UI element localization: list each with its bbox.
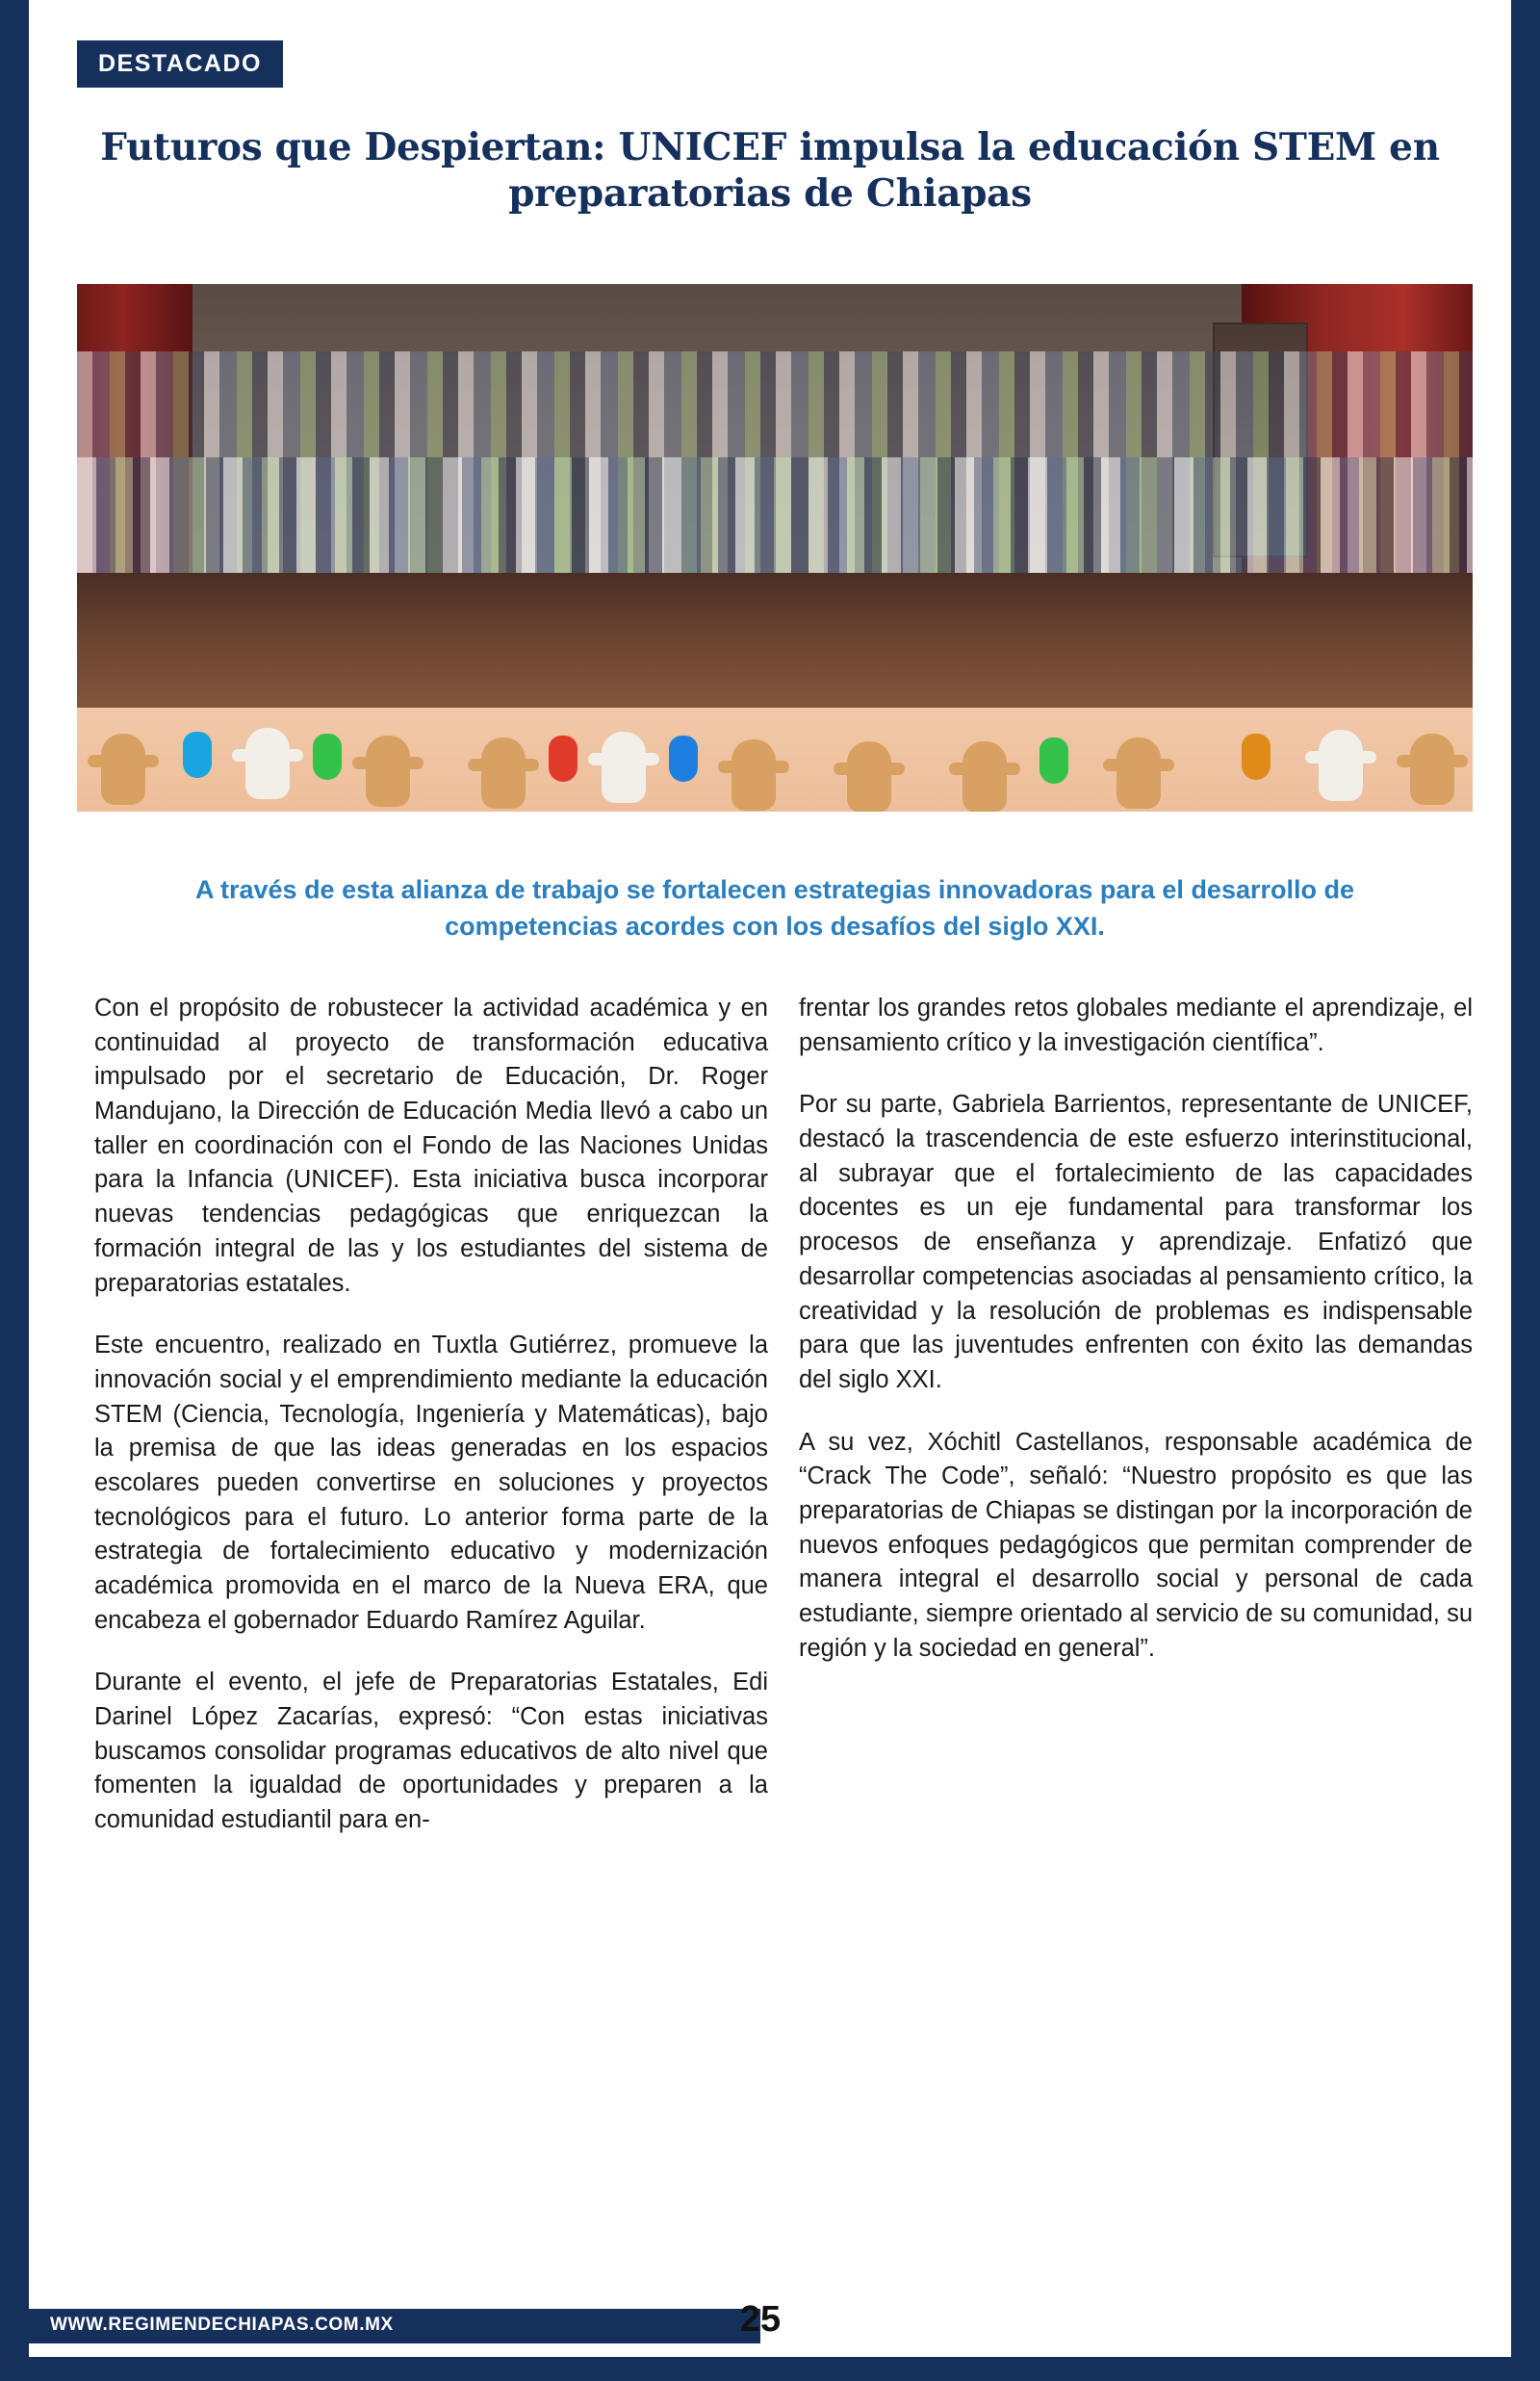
paragraph: frentar los grandes retos globales mediante el aprendizaje, el pensamiento crítico y la investigación científica”.	[799, 995, 1473, 1056]
photo-floor	[77, 573, 1473, 727]
article-photo	[77, 284, 1473, 812]
gingerbread-icon	[481, 738, 526, 809]
right-edge-bar	[1511, 0, 1540, 2381]
photo-image	[77, 284, 1473, 812]
photo-caption: A través de esta alianza de trabajo se fortalecen estrategias innovadoras para el desarrollo de competencias acordes con los desafíos del siglo XXI.	[195, 875, 1354, 942]
light-bulb-icon	[183, 732, 212, 778]
paragraph: Durante el evento, el jefe de Preparatorias Estatales, Edi Darinel López Zacarías, expresó: “Con estas iniciativas buscamos consolidar programas educativos de alto nivel que fomenten la igualdad de oportunidades y preparen a la comunidad estudiantil para en-	[94, 1669, 768, 1834]
footer-website[interactable]: WWW.REGIMENDECHIAPAS.COM.MX	[50, 2315, 394, 2335]
light-bulb-icon	[669, 736, 698, 782]
paragraph: Este encuentro, realizado en Tuxtla Gutiérrez, promueve la innovación social y el emprendimiento mediante la educación STEM (Ciencia, Tecnología, Ingeniería y Matemáticas), bajo la premisa de que las ideas generadas en los espacios escolares pueden convertirse en soluciones y proyectos tecnológicos para el futuro. Lo anterior forma parte de la estrategia de fortalecimiento educativo y modernización académica promovida en el marco de la Nueva ERA, que encabeza el gobernador Eduardo Ramírez Aguilar.	[94, 1332, 768, 1634]
light-bulb-icon	[1040, 738, 1068, 784]
section-tag: DESTACADO	[77, 40, 283, 88]
gingerbread-icon	[962, 741, 1007, 812]
photo-decorations	[77, 722, 1473, 812]
gingerbread-icon	[245, 728, 290, 799]
body-column-left	[94, 992, 768, 1838]
paragraph: Con el propósito de robustecer la actividad académica y en continuidad al proyecto de transformación educativa impulsado por el secretario de Educación, Dr. Roger Mandujano, la Dirección de Educación Media llevó a cabo un taller en coordinación con el Fondo de las Naciones Unidas para la Infancia (UNICEF). Esta iniciativa busca incorporar nuevas tendencias pedagógicas que enriquezcan la formación integral de las y los estudiantes del sistema de preparatorias estatales.	[94, 995, 768, 1297]
page-number: 25	[739, 2299, 782, 2340]
gingerbread-icon	[1410, 734, 1454, 805]
gingerbread-icon	[1319, 730, 1363, 801]
light-bulb-icon	[313, 734, 342, 780]
light-bulb-icon	[549, 736, 578, 782]
paragraph: Por su parte, Gabriela Barrientos, representante de UNICEF, destacó la trascendencia de este esfuerzo interinstitucional, al subrayar que el fortalecimiento de las capacidades docentes es un eje fundamental para transformar los procesos de enseñanza y aprendizaje. Enfatizó que desarrollar competencias asociadas al pensamiento crítico, la creatividad y la resolución de problemas es indispensable para que las juventudes enfrenten con éxito las demandas del siglo XXI.	[799, 1091, 1473, 1393]
body-column-right	[799, 992, 1473, 1666]
bottom-strip	[0, 2357, 1540, 2381]
gingerbread-icon	[366, 736, 410, 807]
light-bulb-icon	[1242, 734, 1270, 780]
left-edge-bar	[0, 0, 29, 2381]
paragraph: A su vez, Xóchitl Castellanos, responsable académica de “Crack The Code”, señaló: “Nuestro propósito es que las preparatorias de Chiapas se distingan por la incorporación de nuevos enfoques pedagógicos que permitan comprender de manera integral el desarrollo social y personal de cada estudiante, siempre orientado al servicio de su comunidad, su región y la sociedad en general”.	[799, 1428, 1473, 1662]
gingerbread-icon	[1116, 738, 1161, 809]
gingerbread-icon	[847, 741, 891, 812]
page-content	[29, 0, 1511, 2381]
gingerbread-icon	[732, 739, 776, 811]
gingerbread-icon	[602, 732, 646, 803]
page-title: Futuros que Despiertan: UNICEF impulsa la educación STEM en preparatorias de Chiapas	[100, 125, 1440, 216]
gingerbread-icon	[101, 734, 145, 805]
